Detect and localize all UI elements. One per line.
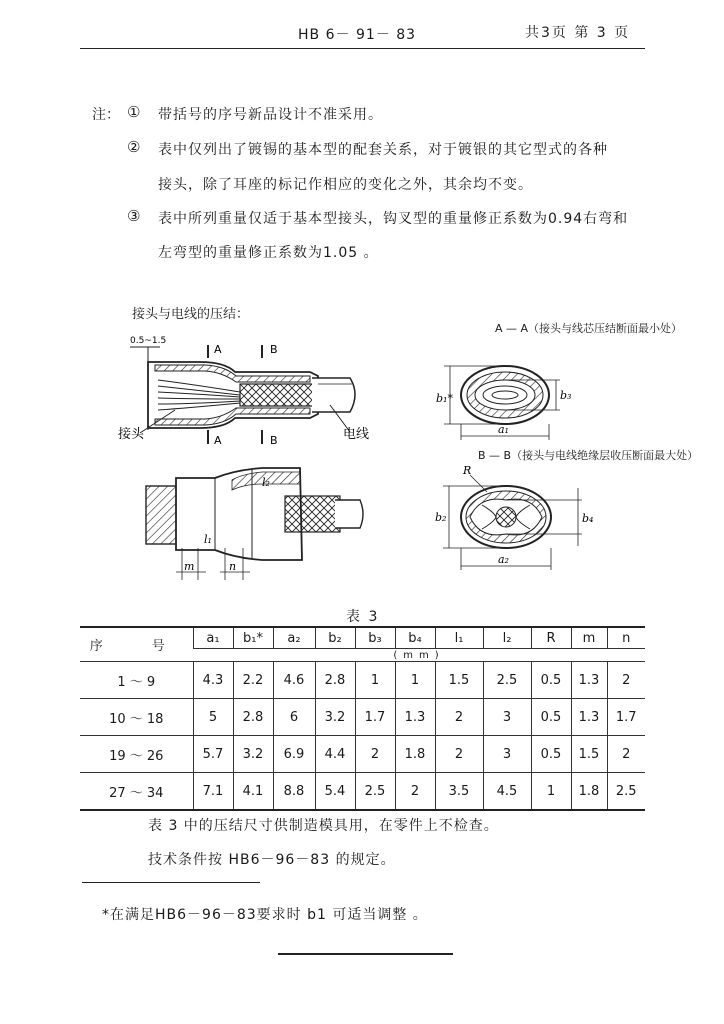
table-cell: 2 [607, 736, 645, 773]
note-2-line-1: 表中仅列出了镀锡的基本型的配套关系，对于镀银的其它型式的各种 [158, 142, 608, 158]
table-cell: 0.5 [531, 699, 571, 736]
table-cell: 3 [483, 699, 531, 736]
table-cell: 1.8 [571, 773, 607, 811]
table-cell: 2 [607, 662, 645, 699]
section-a-title: A — A（接头与线芯压结断面最小处） [495, 322, 683, 335]
table-cell: 1.3 [395, 699, 435, 736]
footnote: *在满足HB6－96－83要求时 b1 可适当调整 。 [102, 907, 428, 923]
mark-b-top: B [270, 343, 278, 356]
header-b1: b₁* [233, 627, 273, 649]
note-1-number: ① [127, 103, 141, 121]
table-title: 表 3 [346, 609, 380, 625]
table-cell: 3 [483, 736, 531, 773]
table-cell: 4.4 [315, 736, 355, 773]
n-label: n [229, 560, 237, 573]
header-seq: 序 号 [80, 627, 193, 662]
table-row [80, 736, 645, 773]
mark-a-bottom: A [214, 434, 222, 447]
table-cell: 1.8 [395, 736, 435, 773]
longitudinal-section [118, 336, 369, 447]
table-cell: 2.5 [607, 773, 645, 811]
table-row [80, 699, 645, 736]
table-cell: 4.3 [193, 662, 233, 699]
table-cell: 10 ～ 18 [80, 699, 193, 736]
table-cell: 1.3 [571, 662, 607, 699]
note-2-line-2: 接头，除了耳座的标记作相应的变化之外，其余均不变。 [158, 177, 533, 193]
b3-label: b₃ [560, 389, 572, 402]
b2-label: b₂ [435, 511, 447, 524]
connector-label: 接头 [118, 427, 145, 442]
a1-label: a₁ [498, 423, 509, 436]
table-cell: 1.5 [435, 662, 483, 699]
table-cell: 2 [395, 773, 435, 811]
figure-caption: 接头与电线的压结： [132, 307, 250, 322]
table-cell: 2.8 [315, 662, 355, 699]
table-cell: 2.5 [483, 662, 531, 699]
dim-range-label: 0.5~1.5 [130, 336, 167, 346]
mark-b-bottom: B [270, 434, 278, 447]
end-rule [278, 953, 453, 955]
table-cell: 2.2 [233, 662, 273, 699]
header-a2: a₂ [273, 627, 315, 649]
l2-label: l₂ [262, 476, 270, 489]
table-cell: 1.5 [571, 736, 607, 773]
b4-label: b₄ [582, 512, 594, 525]
table-cell: 5.4 [315, 773, 355, 811]
dimension-table [80, 626, 645, 811]
outside-view [146, 468, 363, 580]
unit-label: (mm) [193, 649, 645, 662]
header-l2: l₂ [483, 627, 531, 649]
section-a-a [436, 366, 571, 440]
table-cell: 6.9 [273, 736, 315, 773]
header-m: m [571, 627, 607, 649]
header-b3: b₃ [355, 627, 395, 649]
table-cell: 2 [435, 736, 483, 773]
table-cell: 2 [435, 699, 483, 736]
table-cell: 1 [395, 662, 435, 699]
wire-label: 电线 [343, 427, 370, 442]
note-2-number: ② [127, 138, 141, 156]
mark-a-top: A [214, 343, 222, 356]
table-cell: 2.8 [233, 699, 273, 736]
header-r: R [531, 627, 571, 649]
table-row [80, 773, 645, 811]
header-b4: b₄ [395, 627, 435, 649]
tech-condition: 技术条件按 HB6－96－83 的规定。 [148, 852, 396, 868]
table-cell: 1.7 [355, 699, 395, 736]
table-cell: 2.5 [355, 773, 395, 811]
note-1-text: 带括号的序号新品设计不准采用。 [158, 107, 383, 123]
r-label: R [463, 464, 472, 477]
section-b-b [435, 464, 593, 570]
table-cell: 8.8 [273, 773, 315, 811]
table-cell: 5.7 [193, 736, 233, 773]
standard-code: HB 6－ 91－ 83 [298, 27, 417, 43]
header-l1: l₁ [435, 627, 483, 649]
l1-label: l₁ [204, 533, 212, 546]
table-cell: 3.2 [233, 736, 273, 773]
table-cell: 4.5 [483, 773, 531, 811]
m-label: m [184, 560, 195, 573]
header-n: n [607, 627, 645, 649]
table-cell: 1 [355, 662, 395, 699]
notes-label: 注： [92, 107, 120, 123]
section-b-title: B — B（接头与电线绝缘层收压断面最大处） [478, 449, 699, 462]
footnote-rule [82, 882, 260, 883]
b1-label: b₁* [436, 392, 453, 405]
header-a1: a₁ [193, 627, 233, 649]
table-cell: 0.5 [531, 662, 571, 699]
table-cell: 1.7 [607, 699, 645, 736]
a2-label: a₂ [498, 553, 509, 566]
table-cell: 7.1 [193, 773, 233, 811]
table-cell: 0.5 [531, 736, 571, 773]
header-b2: b₂ [315, 627, 355, 649]
note-3-line-2: 左弯型的重量修正系数为1.05 。 [158, 245, 379, 261]
table-cell: 1 [531, 773, 571, 811]
table-cell: 3.2 [315, 699, 355, 736]
table-cell: 19 ～ 26 [80, 736, 193, 773]
table-remark: 表 3 中的压结尺寸供制造模具用，在零件上不检查。 [148, 818, 499, 834]
table-cell: 1 ～ 9 [80, 662, 193, 699]
table-cell: 3.5 [435, 773, 483, 811]
table-cell: 27 ～ 34 [80, 773, 193, 811]
table-cell: 5 [193, 699, 233, 736]
table-cell: 4.6 [273, 662, 315, 699]
table-cell: 1.3 [571, 699, 607, 736]
table-row [80, 662, 645, 699]
table-cell: 4.1 [233, 773, 273, 811]
note-3-line-1: 表中所列重量仅适于基本型接头，钩叉型的重量修正系数为0.94右弯和 [158, 211, 629, 227]
table-cell: 2 [355, 736, 395, 773]
page-indicator: 共3页 第 3 页 [525, 25, 631, 41]
note-3-number: ③ [127, 207, 141, 225]
table-cell: 6 [273, 699, 315, 736]
